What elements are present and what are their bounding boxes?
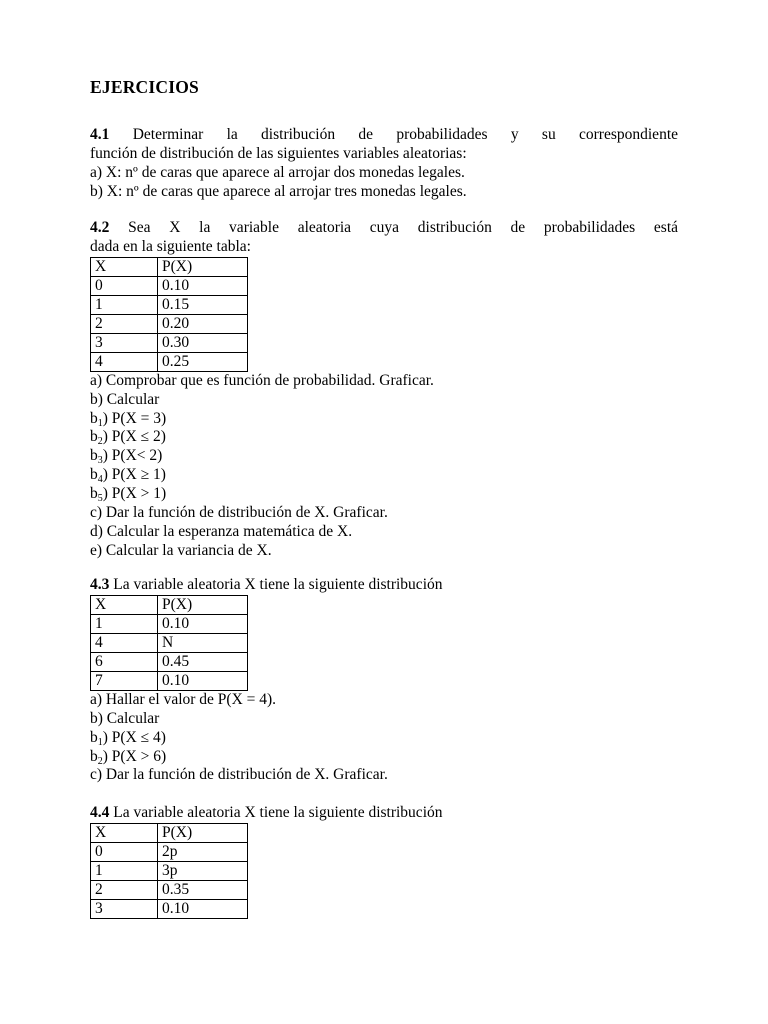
table-header-row: [91, 595, 248, 614]
table-cell: 0.20: [158, 314, 248, 333]
item-e: e) Calcular la variancia de X.: [90, 541, 272, 559]
table-row: [91, 295, 248, 314]
exercise-4-1: [90, 126, 678, 202]
sub-item-text: ) P(X ≥ 1): [102, 466, 166, 484]
sub-item-text: ) P(X< 2): [102, 447, 163, 465]
sub-item-index: 1: [97, 417, 103, 429]
sub-item-text: ) P(X > 1): [102, 485, 167, 503]
page-heading: EJERCICIOS: [90, 77, 199, 97]
table-row: [91, 880, 248, 899]
table-cell: 0: [91, 842, 158, 861]
table-cell: 0.45: [158, 652, 248, 671]
exercise-number: 4.3: [90, 576, 110, 593]
table-row: [91, 652, 248, 671]
sub-item-letter: b: [90, 747, 98, 765]
sub-item-letter: b: [90, 447, 98, 465]
table-cell: 3: [91, 333, 158, 352]
item-d: d) Calcular la esperanza matemática de X.: [90, 522, 353, 540]
table-cell: 4: [91, 633, 158, 652]
table-cell: 3p: [158, 861, 248, 880]
item-a: a) Hallar el valor de P(X = 4).: [90, 690, 277, 708]
table-row: [91, 352, 248, 371]
table-cell: 4: [91, 352, 158, 371]
table-header-cell: P(X): [158, 595, 248, 614]
table-row: [91, 633, 248, 652]
sub-item-index: 3: [97, 455, 103, 467]
exercise-4-4: [90, 804, 678, 919]
exercise-intro-line: [90, 126, 678, 145]
table-cell: 7: [91, 671, 158, 690]
sub-item-letter: b: [90, 428, 98, 446]
item-b: b) Calcular: [90, 390, 160, 408]
sub-item: [90, 428, 678, 447]
exercise-number: 4.4: [90, 804, 110, 821]
sub-item-text: ) P(X > 6): [102, 747, 167, 765]
table-header-cell: P(X): [158, 257, 248, 276]
sub-item-text: ) P(X ≤ 2): [102, 428, 166, 446]
exercise-number: 4.1: [90, 126, 110, 143]
exercise-4-3: [90, 576, 678, 785]
table-cell: 0.25: [158, 352, 248, 371]
sub-item-letter: b: [90, 728, 98, 746]
sub-item: [90, 748, 678, 767]
table-row: [91, 899, 248, 918]
table-row: [91, 333, 248, 352]
table-header-row: [91, 823, 248, 842]
exercise-intro-text: Determinar la distribución de probabilidades y su correspondiente: [132, 126, 679, 143]
table-header-cell: X: [91, 257, 158, 276]
table-cell: 0.10: [158, 899, 248, 918]
sub-item-index: 1: [97, 736, 103, 748]
table-cell: 0.10: [158, 276, 248, 295]
sub-item-index: 4: [97, 474, 103, 486]
exercise-text-line: dada en la siguiente tabla:: [90, 237, 251, 255]
sub-item-letter: b: [90, 409, 98, 427]
table-cell: 1: [91, 861, 158, 880]
table-cell: 2: [91, 880, 158, 899]
sub-item: [90, 466, 678, 485]
table-cell: 2p: [158, 842, 248, 861]
table-cell: 0: [91, 276, 158, 295]
sub-item-letter: b: [90, 466, 98, 484]
table-row: [91, 861, 248, 880]
sub-item: [90, 447, 678, 466]
sub-item-letter: b: [90, 485, 98, 503]
distribution-table: [90, 595, 248, 691]
sub-item-text: ) P(X = 3): [102, 409, 167, 427]
exercise-intro-text: La variable aleatoria X tiene la siguiente distribución: [113, 804, 443, 821]
table-header-row: [91, 257, 248, 276]
table-cell: 3: [91, 899, 158, 918]
sub-item-index: 2: [97, 755, 103, 767]
exercise-intro-line: [90, 804, 678, 823]
exercise-intro-text: Sea X la variable aleatoria cuya distribución de probabilidades está: [128, 219, 678, 236]
table-cell: N: [158, 633, 248, 652]
item-c: c) Dar la función de distribución de X. Graficar.: [90, 766, 388, 784]
item-a: a) X: nº de caras que aparece al arrojar dos monedas legales.: [90, 163, 465, 181]
table-header-cell: X: [91, 595, 158, 614]
exercise-number: 4.2: [90, 219, 110, 236]
table-row: [91, 671, 248, 690]
item-a: a) Comprobar que es función de probabilidad. Graficar.: [90, 371, 434, 389]
exercise-intro-text: La variable aleatoria X tiene la siguiente distribución: [113, 576, 443, 593]
sub-item: [90, 485, 678, 504]
table-row: [91, 614, 248, 633]
exercise-intro-line: [90, 219, 678, 238]
table-header-cell: P(X): [158, 823, 248, 842]
item-b: b) Calcular: [90, 709, 160, 727]
sub-item-index: 5: [97, 493, 103, 505]
table-cell: 6: [91, 652, 158, 671]
exercise-intro-line: [90, 576, 678, 595]
table-row: [91, 842, 248, 861]
sub-item-text: ) P(X ≤ 4): [102, 728, 166, 746]
sub-item: [90, 729, 678, 748]
sub-item: [90, 410, 678, 429]
table-header-cell: X: [91, 823, 158, 842]
table-cell: 0.10: [158, 671, 248, 690]
item-c: c) Dar la función de distribución de X. Graficar.: [90, 504, 388, 522]
table-row: [91, 314, 248, 333]
item-b: b) X: nº de caras que aparece al arrojar tres monedas legales.: [90, 182, 467, 200]
table-cell: 1: [91, 295, 158, 314]
exercise-4-2: [90, 219, 678, 561]
table-cell: 1: [91, 614, 158, 633]
table-cell: 0.10: [158, 614, 248, 633]
table-cell: 0.35: [158, 880, 248, 899]
distribution-table: [90, 257, 248, 372]
sub-item-index: 2: [97, 436, 103, 448]
table-cell: 0.30: [158, 333, 248, 352]
exercise-text-line: función de distribución de las siguientes variables aleatorias:: [90, 144, 467, 162]
distribution-table: [90, 823, 248, 919]
table-cell: 0.15: [158, 295, 248, 314]
table-row: [91, 276, 248, 295]
table-cell: 2: [91, 314, 158, 333]
